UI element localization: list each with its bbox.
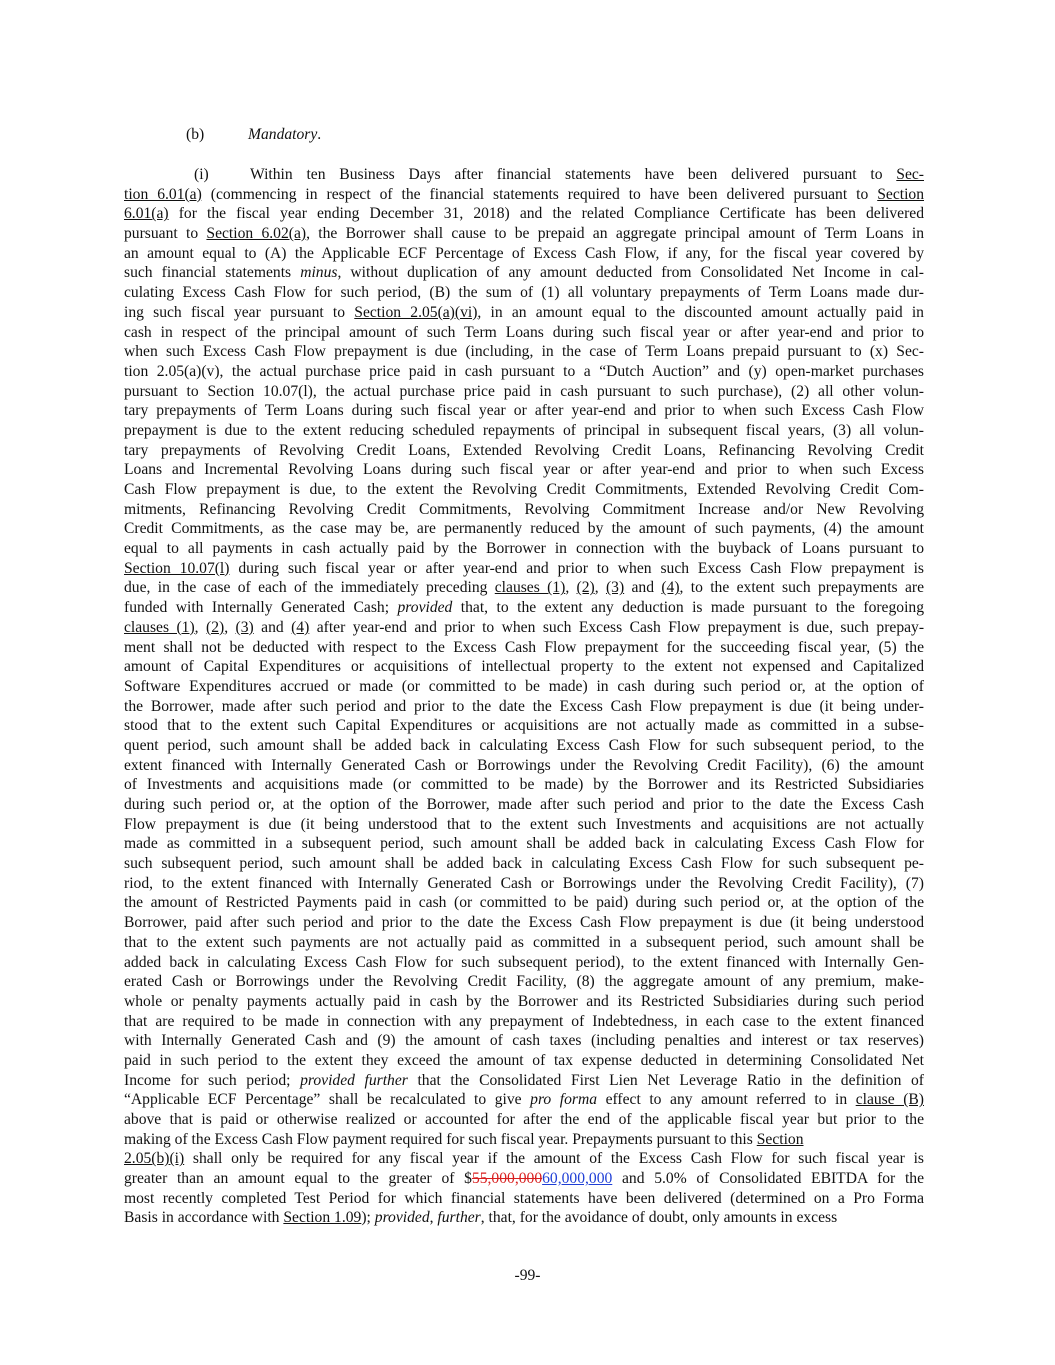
cross-reference: Section <box>756 1130 804 1148</box>
text-run: prepayment is due to the extent reducing scheduled repayments of principal in subsequent fiscal years, (3) all volun- <box>124 421 924 439</box>
text-run: , <box>429 1209 438 1227</box>
text-run: funded with Internally Generated Cash; <box>124 599 398 617</box>
text-line <box>124 874 924 894</box>
text-run: tary prepayments of Term Loans during such fiscal year or after year-end and prior to when such Excess Cash Flow <box>124 402 924 420</box>
text-run: and <box>624 579 662 597</box>
page-number: -99- <box>514 1267 541 1284</box>
text-run: shall only be required for any fiscal year if the amount of the Excess Cash Flow for such fiscal year is <box>184 1150 924 1168</box>
cross-reference: (3) <box>605 579 625 597</box>
emphasis-text: provided <box>374 1209 430 1227</box>
text-run: mitments, Refinancing Revolving Credit Commitments, Revolving Commitment Increase and/or New Revolving <box>124 500 924 518</box>
text-run: made as committed in a subsequent period, such amount shall be added back in calculating Excess Cash Flow for <box>124 835 924 853</box>
text-line <box>124 618 924 638</box>
cross-reference: 2.05(b)(i) <box>124 1150 185 1168</box>
text-line <box>124 382 924 402</box>
text-run: tary prepayments of Revolving Credit Loans, Extended Revolving Credit Loans, Refinancing Revolving Credit <box>124 441 924 459</box>
text-run: after year-end and prior to when such Excess Cash Flow prepayment is due, such prepay- <box>309 618 925 636</box>
section-title: Mandatory <box>248 126 318 143</box>
cross-reference: clauses (1) <box>124 618 195 636</box>
paragraph-i <box>124 165 924 1228</box>
text-line <box>124 1012 924 1032</box>
text-run: above that is paid or otherwise realized or accounted for after the end of the applicable fiscal year but prior to the <box>124 1111 924 1128</box>
text-run: cash in respect of the principal amount of such Term Loans during such fiscal year or after year-end and prior to <box>124 323 924 341</box>
text-run: stood that to the extent such Capital Expenditures or acquisitions are not actually made as committed in a subse- <box>124 717 924 735</box>
text-run: , to the extent such prepayments are <box>679 579 924 597</box>
text-line <box>124 244 924 264</box>
text-line <box>124 500 924 520</box>
cross-reference: (2) <box>206 618 225 636</box>
cross-reference: Section 10.07(l) <box>124 559 230 577</box>
emphasis-text: minus <box>300 264 338 282</box>
text-run: paid in such period to the extent they exceed the amount of tax expense deducted in determining Consolidated Net <box>124 1051 924 1069</box>
text-run: such financial statements <box>124 264 301 282</box>
text-run: Income for such period; <box>124 1071 301 1089</box>
text-line <box>124 834 924 854</box>
text-line <box>124 1208 924 1228</box>
text-run: with Internally Generated Cash and (9) the amount of cash taxes (including penalties and interest or tax reserves) <box>124 1032 924 1050</box>
emphasis-text: provided <box>397 599 453 617</box>
text-line <box>124 1149 924 1169</box>
text-run: during such period or, at the option of the Borrower, made after such period and prior to the date the Excess Cash <box>124 796 924 813</box>
text-run: that are required to be made in connection with any prepayment of Indebtedness, in each case to the extent financed <box>124 1012 924 1030</box>
text-run: pursuant to Section 10.07(l), the actual purchase price paid in cash pursuant to such purchase), (2) all other volun- <box>124 382 924 400</box>
text-run: Loans and Incremental Revolving Loans during such fiscal year or after year-end and prior to when such Excess <box>124 461 924 479</box>
text-line <box>124 1169 924 1189</box>
text-run: and <box>253 618 292 636</box>
text-line <box>124 677 924 697</box>
text-line <box>124 283 924 303</box>
text-run: erated Cash or Borrowings under the Revolving Credit Facility, (8) the aggregate amount of any premium, make- <box>124 973 924 991</box>
text-line <box>124 893 924 913</box>
cross-reference: Sec- <box>896 166 924 183</box>
text-run: making of the Excess Cash Flow payment required for such fiscal year. Prepayments pursuant to this <box>124 1130 757 1148</box>
text-run: , <box>594 579 606 597</box>
text-line <box>124 263 924 283</box>
cross-reference: Section 6.02(a) <box>206 225 307 243</box>
cross-reference: Section 1.09 <box>283 1209 362 1227</box>
text-line <box>124 401 924 421</box>
text-run: , <box>224 618 236 636</box>
text-run: the amount of Restricted Payments paid in cash (or committed to be paid) during such period or, at the option of the <box>124 894 924 912</box>
text-run: Software Expenditures accrued or made (or committed to be made) in cash during such period or, at the option of <box>124 677 924 695</box>
text-run: quent period, such amount shall be added back in calculating Excess Cash Flow for such subsequent period, to the <box>124 736 924 754</box>
text-run: Basis in accordance with <box>124 1209 284 1227</box>
text-line <box>124 559 924 579</box>
text-line <box>124 421 924 441</box>
text-line <box>124 913 924 933</box>
text-run: extent financed with Internally Generated Cash or Borrowings under the Revolving Credit Facility), (6) the amount <box>124 756 924 774</box>
text-run: Flow prepayment is due (it being understood that to the extent such Investments and acquisitions are not actually <box>124 815 924 833</box>
emphasis-text: pro forma <box>530 1091 598 1109</box>
cross-reference: clauses (1) <box>494 579 566 597</box>
heading-period: . <box>317 126 322 143</box>
text-line <box>124 204 924 224</box>
cross-reference: Section <box>877 185 924 203</box>
cross-reference: clause (B) <box>855 1091 924 1109</box>
text-line <box>124 1031 924 1051</box>
text-line <box>124 795 924 815</box>
text-run: most recently completed Test Period for which financial statements have been delivered (determined on a Pro Forma <box>124 1189 924 1207</box>
text-run: pursuant to <box>124 225 207 243</box>
text-run: , the Borrower shall cause to be prepaid an aggregate principal amount of Term Loans in <box>306 225 924 243</box>
text-run: ment shall not be deducted with respect to the Excess Cash Flow prepayment for the succeeding fiscal year, (5) the <box>124 638 924 656</box>
text-run: during such fiscal year or after year-end and prior to when such Excess Cash Flow prepayment is <box>229 559 924 577</box>
text-run: that the Consolidated First Lien Net Leverage Ratio in the definition of <box>407 1071 924 1089</box>
text-run: (commencing in respect of the financial statements required to have been delivered pursuant to <box>201 185 878 203</box>
text-line <box>124 657 924 677</box>
cross-reference: (3) <box>235 618 254 636</box>
text-run: culating Excess Cash Flow for such period, (B) the sum of (1) all voluntary prepayments of Term Loans made dur- <box>124 284 924 302</box>
text-run: of Investments and acquisitions made (or committed to be made) by the Borrower and its Restricted Subsidiaries <box>124 776 924 794</box>
text-line <box>124 1110 924 1130</box>
text-line <box>124 1090 924 1110</box>
text-run: tion 2.05(a)(v), the actual purchase price paid in cash pursuant to a “Dutch Auction” and (y) open-market purchases <box>124 362 924 380</box>
text-line <box>124 992 924 1012</box>
cross-reference: 6.01(a) <box>124 205 169 223</box>
text-line <box>124 1071 924 1091</box>
text-line <box>124 775 924 795</box>
text-line <box>124 1189 924 1209</box>
text-run: Credit Commitments, as the case may be, are permanently reduced by the amount of such payments, (4) the amount <box>124 520 924 538</box>
text-run: Borrower, paid after such period and prior to the date the Excess Cash Flow prepayment is due (it being understood <box>124 914 924 932</box>
text-line <box>124 854 924 874</box>
text-run: riod, to the extent financed with Internally Generated Cash or Borrowings under the Revolving Credit Facility), (7) <box>124 874 924 892</box>
text-run: Within ten Business Days after financial statements have been delivered pursuant to <box>250 166 897 183</box>
text-line <box>124 736 924 756</box>
text-line <box>124 697 924 717</box>
text-run: , without duplication of any amount deducted from Consolidated Net Income in cal- <box>337 264 924 282</box>
text-line <box>124 480 924 500</box>
cross-reference: Section 2.05(a)(vi) <box>354 303 478 321</box>
text-line <box>124 638 924 658</box>
text-run: ); <box>361 1209 375 1227</box>
text-line <box>124 953 924 973</box>
text-run: an amount equal to (A) the Applicable ECF Percentage of Excess Cash Flow, if any, for the fiscal year covered by <box>124 244 924 262</box>
section-heading <box>186 125 321 145</box>
deleted-text: 55,000,000 <box>471 1170 543 1188</box>
text-run: , that, for the avoidance of doubt, only amounts in excess <box>480 1209 838 1227</box>
text-run: , in an amount equal to the discounted amount actually paid in <box>477 303 924 321</box>
text-line <box>124 441 924 461</box>
text-run: ing such fiscal year pursuant to <box>124 303 355 321</box>
text-line <box>124 933 924 953</box>
text-line <box>124 756 924 776</box>
cross-reference: (4) <box>291 618 310 636</box>
section-marker: (b) <box>186 126 205 143</box>
text-line <box>124 185 924 205</box>
cross-reference: tion 6.01(a) <box>124 185 202 203</box>
text-line <box>124 598 924 618</box>
text-run: that to the extent such payments are not actually paid as committed in a subsequent period, such amount shall be <box>124 933 924 951</box>
text-run: whole or penalty payments actually paid in cash by the Borrower and its Restricted Subsidiaries during such period <box>124 992 924 1010</box>
text-line <box>124 539 924 559</box>
text-run: added back in calculating Excess Cash Flow for such subsequent period), to the extent financed with Internally Gen- <box>124 953 924 971</box>
text-run: , <box>194 618 206 636</box>
text-line <box>124 1051 924 1071</box>
text-line <box>124 362 924 382</box>
cross-reference: (4) <box>661 579 680 597</box>
text-run: that, to the extent any deduction is made pursuant to the foregoing <box>452 599 924 617</box>
text-line <box>124 224 924 244</box>
text-run: and 5.0% of Consolidated EBITDA for the <box>612 1170 925 1188</box>
text-line <box>124 342 924 362</box>
text-line <box>124 1130 924 1150</box>
emphasis-text: provided further <box>300 1071 408 1089</box>
text-line <box>124 716 924 736</box>
text-line <box>124 815 924 835</box>
text-line <box>124 323 924 343</box>
cross-reference: (2) <box>576 579 595 597</box>
text-run: such subsequent period, such amount shall be added back in calculating Excess Cash Flow for such subsequent pe- <box>124 855 924 873</box>
text-run: due, in the case of each of the immediately preceding <box>124 579 495 597</box>
text-run: for the fiscal year ending December 31, 2018) and the related Compliance Certificate has been delivered <box>168 205 924 223</box>
text-run: “Applicable ECF Percentage” shall be recalculated to give <box>124 1091 531 1109</box>
text-run: when such Excess Cash Flow prepayment is due (including, in the case of Term Loans prepaid pursuant to (x) Sec- <box>124 343 924 361</box>
text-line <box>124 972 924 992</box>
text-line <box>124 165 924 185</box>
text-run: , <box>565 579 577 597</box>
text-line <box>124 460 924 480</box>
text-line <box>124 519 924 539</box>
inserted-text: 60,000,000 <box>542 1170 613 1188</box>
text-run: amount of Capital Expenditures or acquisitions of intellectual property to the extent not expensed and Capitalized <box>124 658 924 676</box>
text-run: Cash Flow prepayment is due, to the extent the Revolving Credit Commitments, Extended Revolving Credit Com- <box>124 481 924 498</box>
item-marker: (i) <box>194 166 209 183</box>
text-line <box>124 303 924 323</box>
text-run: equal to all payments in cash actually paid by the Borrower in connection with the buyback of Loans pursuant to <box>124 540 924 558</box>
text-run: greater than an amount equal to the greater of $ <box>124 1170 472 1188</box>
text-run: effect to any amount referred to in <box>597 1091 856 1109</box>
text-run: the Borrower, made after such period and prior to the date the Excess Cash Flow prepayment is due (it being under- <box>124 697 924 715</box>
emphasis-text: further <box>437 1209 481 1227</box>
text-line <box>124 578 924 598</box>
